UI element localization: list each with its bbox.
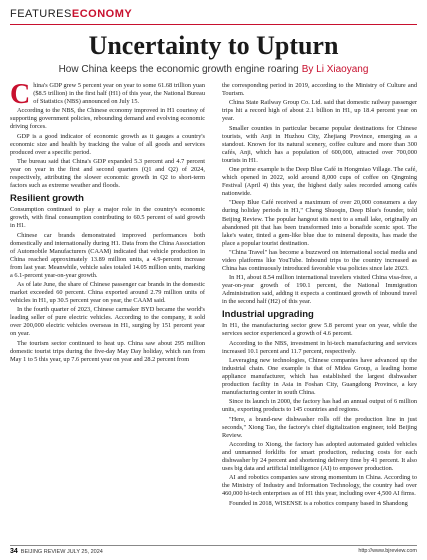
paragraph: As of late June, the share of Chinese passenger car brands in the domestic market exceeded 60 percent. China exported around 2.79 million units of vehicles in H1, up 30.5 percent year on year, the CAAM said.	[10, 280, 205, 305]
header-rule	[10, 24, 417, 25]
paragraph: Founded in 2018, WISENSE is a robotics company based in Shandong	[229, 499, 408, 507]
right-column	[222, 82, 417, 509]
paragraph: Chinese car brands demonstrated improved performances both domestically and internationally during H1. Data from the China Association of Automobile Manufacturers (CAAM) indicated that vehicle production in China reached approximately 13.89 million units, a 4.9-percent increase from last year. Meanwhile, vehicle sales totaled 14.05 million units, marking a 6.1-percent year-on-year growth.	[10, 231, 205, 279]
subtitle-text: How China keeps the economic growth engine roaring	[58, 64, 299, 75]
byline: By Li Xiaoyang	[301, 64, 369, 75]
paragraph: According to the NBS, the Chinese economy improved in H1 courtesy of supporting government policies, rebounding demand and evolving economic driving forces.	[10, 107, 205, 131]
footer-left	[10, 548, 103, 555]
paragraph: GDP is a good indicator of economic growth as it gauges a country's economic size and health by tracking the value of all goods and services produced over a specific period.	[10, 132, 205, 156]
paragraph: China's GDP grew 5 percent year on year to some 61.68 trillion yuan ($8.5 trillion) in the first half (H1) of this year, the National Bureau of Statistics (NBS) announced on July 15.	[10, 79, 205, 110]
article-subtitle	[0, 64, 427, 76]
left-column	[10, 79, 205, 365]
paragraph: the corresponding period in 2019, according to the Ministry of Culture and Tourism.	[222, 82, 417, 98]
paragraph: One prime example is the Deep Blue Café in Hongmiao Village. The café, which opened in 2022, sold around 8,000 cups of coffee on Qingming Festival (April 4) this year, the highest daily sales recorded among cafés nationwide.	[222, 166, 417, 198]
paragraph: AI and robotics companies saw strong momentum in China. According to the Ministry of Industry and Information Technology, the country had over 460,000 hi-tech enterprises as of H1 this year, including over 4,500 AI firms.	[222, 474, 417, 498]
paragraph: In the fourth quarter of 2023, Chinese carmaker BYD became the world's leading seller of pure electric vehicles. According to the company, it sold over 200,000 electric vehicles overseas in H1, surging by 151 percent year on year.	[10, 306, 205, 338]
paragraph: "China Travel" has become a buzzword on international social media and video platforms like YouTube. Inbound trips to the country increased as China has continuously introduced favorable visa policies since late 2023.	[222, 248, 417, 272]
paragraph: The tourism sector continued to heat up. China saw about 295 million domestic tourist trips during the five-day May Day holiday, which ran from May 1 to 5 this year, up 7.6 percent year on year and 28.2 percent from	[10, 339, 205, 363]
paragraph: Leveraging new technologies, Chinese companies have advanced up the industrial chain. One example is that of Midea Group, a leading home appliance manufacturer, which has established the largest dishwasher production facility in Asia in Foshan City, Guangdong Province, a key manufacturing center in south China.	[222, 356, 417, 397]
section-heading: Resilient growth	[10, 193, 84, 205]
paragraph: Consumption continued to play a major role in the country's economic growth, with final consumption contributing to 60.5 percent of said growth in H1.	[10, 206, 205, 230]
page-number: 34	[10, 548, 18, 555]
drop-cap: C	[10, 79, 31, 110]
page-footer	[10, 545, 417, 555]
section-heading: Industrial upgrading	[222, 309, 314, 321]
paragraph: According to the NBS, investment in hi-tech manufacturing and services increased 10.1 percent and 11.7 percent, respectively.	[222, 339, 417, 355]
section-header	[10, 8, 417, 21]
publication-name: BEIJING REVIEW JULY 25, 2024	[20, 549, 103, 555]
paragraph: "Deep Blue Café received a maximum of over 20,000 consumers a day during holiday periods in H1," Cheng Shuoqin, Deep Blue's founder, told Beijing Review. The popular hangout sits next to a small lake, originally an abandoned pit that has been transformed into a bonafide scenic spot. The lake's water, tinted a gem-like blue due to mineral deposits, has made the place a popular tourist destination.	[222, 199, 417, 247]
paragraph: In H1, the manufacturing sector grew 5.8 percent year on year, while the services sector experienced a growth of 4.6 percent.	[222, 322, 417, 338]
website-url[interactable]: http://www.bjreview.com	[358, 548, 417, 554]
article-title: Uncertainty to Upturn	[88, 31, 339, 60]
section-label: FEATURES	[10, 8, 72, 20]
paragraph: "Here, a brand-new dishwasher rolls off the production line in just seconds," Xiong Tao, the factory's chief digitalization engineer, told Beijing Review.	[222, 415, 417, 439]
paragraph: Since its launch in 2000, the factory has had an annual output of 6 million units, exporting products to 145 countries and regions.	[222, 398, 417, 414]
paragraph: In H1, about 8.54 million international travelers visited China visa-free, a year-on-year growth of 190.1 percent, the National Immigration Administration said, adding it expects a continued growth of inbound travel in the second half (H2) of this year.	[222, 274, 417, 306]
paragraph: China State Railway Group Co. Ltd. said that domestic railway passenger trips hit a record high of about 2.1 billion in H1, up 18.4 percent year on year.	[222, 99, 417, 123]
paragraph: The bureau said that China's GDP expanded 5.3 percent and 4.7 percent year on year in the first and second quarters (Q1 and Q2) of 2024, respectively, attributing the slower economic growth in Q2 to short-term factors such as extreme weather and floods.	[10, 157, 205, 190]
paragraph: Smaller counties in particular became popular destinations for Chinese tourists, with Anji in Huzhou City, Zhejiang Province, emerging as a standout. Known for its natural scenery, coffee culture and more than 300 cafés, Anji, which has a population of 600,000, attracted over 700,000 tourists in H1.	[222, 124, 417, 164]
subsection-label: ECONOMY	[71, 8, 133, 20]
paragraph: According to Xiong, the factory has adopted automated guided vehicles and unmanned forklifts for smart production, reducing costs for each dishwasher by 24 percent and shortening delivery time by 41 percent. It also uses big data and artificial intelligence (AI) to empower production.	[222, 440, 417, 473]
